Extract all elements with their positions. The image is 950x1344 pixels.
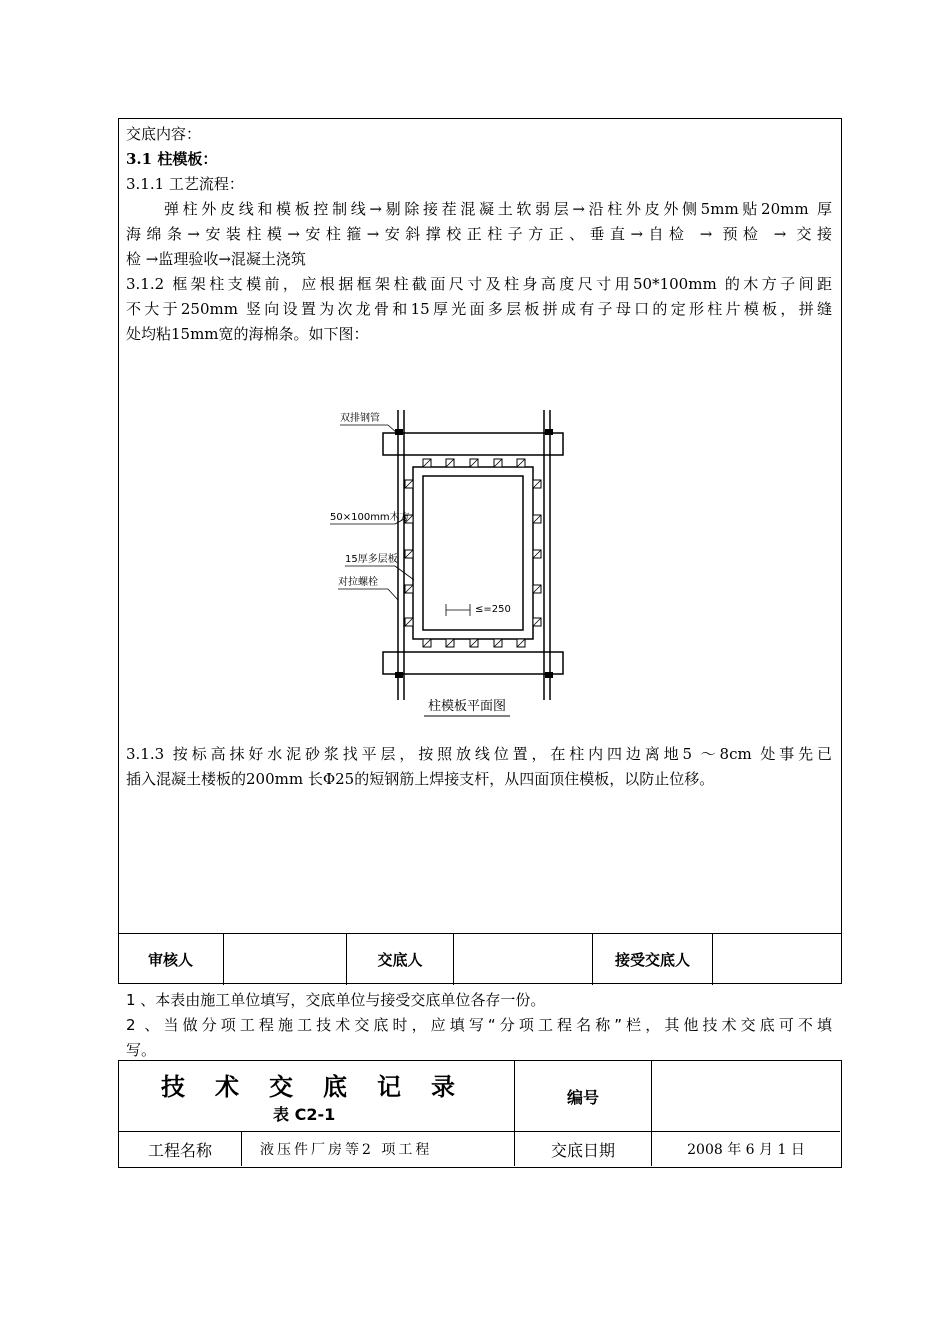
form-number: 表 C2-1 (273, 1105, 336, 1124)
content-label: 交底内容： (126, 125, 202, 143)
label-board: 15厚多层板 (345, 554, 398, 565)
project-name-value[interactable]: 液压件厂房等2 项工程 (242, 1132, 515, 1166)
s313-line2: 插入混凝土楼板的200mm 长Φ25的短钢筋上焊接支杆，从四面顶住模板，以防止位移。 (126, 770, 715, 788)
number-field[interactable] (652, 1061, 840, 1132)
section-title: 3.1 柱模板： (126, 150, 218, 168)
diagram-caption: 柱模板平面图 (428, 699, 507, 714)
s312-line2: 不大于250mm 竖向设置为次龙骨和15厚光面多层板拼成有子母口的定形柱片模板，拼缝 (126, 300, 832, 318)
note-2-cont: 写。 (126, 1041, 157, 1059)
s311-line3: 检 →监理验收→混凝土浇筑 (126, 250, 306, 268)
s311-line1: 弹柱外皮线和模板控制线→剔除接茬混凝土软弱层→沿柱外皮外侧5mm贴20mm 厚 (164, 200, 832, 218)
project-name-label: 工程名称 (119, 1132, 242, 1166)
disclosure-content (126, 122, 832, 347)
outer-board (413, 467, 533, 639)
nut-bl (395, 672, 403, 678)
record-title: 技术交底记录 (161, 1073, 485, 1101)
receiver-label: 接受交底人 (593, 934, 713, 985)
nut-br (545, 672, 553, 678)
form-notes (126, 988, 832, 1063)
s311-title: 3.1.1 工艺流程： (126, 175, 244, 193)
discloser-label: 交底人 (347, 934, 454, 985)
note-1: 1 、本表由施工单位填写，交底单位与接受交底单位各存一份。 (126, 991, 546, 1009)
reviewer-label: 审核人 (118, 934, 224, 985)
signature-row (118, 933, 842, 984)
number-label: 编号 (515, 1061, 652, 1132)
date-label: 交底日期 (515, 1132, 652, 1166)
s312-line1: 3.1.2 框架柱支模前，应根据框架柱截面尺寸及柱身高度尺寸用50*100mm 的木方子间距 (126, 275, 832, 293)
title-cell (119, 1061, 515, 1132)
s313-block (126, 742, 832, 792)
receiver-field[interactable] (713, 934, 839, 985)
nut-tr (545, 429, 553, 435)
label-timber: 50×100mm木方 (330, 512, 410, 523)
s312-line3: 处均粘15mm宽的海棉条。如下图： (126, 325, 369, 343)
s313-line1: 3.1.3 按标高抹好水泥砂浆找平层，按照放线位置，在柱内四边离地5 ～8cm 处事先已 (126, 745, 832, 763)
label-pipe: 双排钢管 (340, 413, 380, 424)
date-value[interactable]: 2008 年 6 月 1 日 (687, 1142, 805, 1158)
bottom-pipe-bar (383, 652, 563, 674)
reviewer-field[interactable] (224, 934, 347, 985)
label-bolt: 对拉螺栓 (338, 577, 378, 588)
note-2: 2 、当做分项工程施工技术交底时，应填写“分项工程名称”栏，其他技术交底可不填 (126, 1016, 832, 1034)
column-formwork-diagram (300, 400, 590, 725)
record-header-table (118, 1060, 842, 1168)
s311-line2: 海绵条→安装柱模→安柱箍→安斜撑校正柱子方正、垂直→自检 → 预检 → 交接 (126, 225, 832, 243)
spacing-label: ≤=250 (475, 604, 511, 615)
discloser-field[interactable] (454, 934, 593, 985)
top-pipe-bar (383, 433, 563, 455)
